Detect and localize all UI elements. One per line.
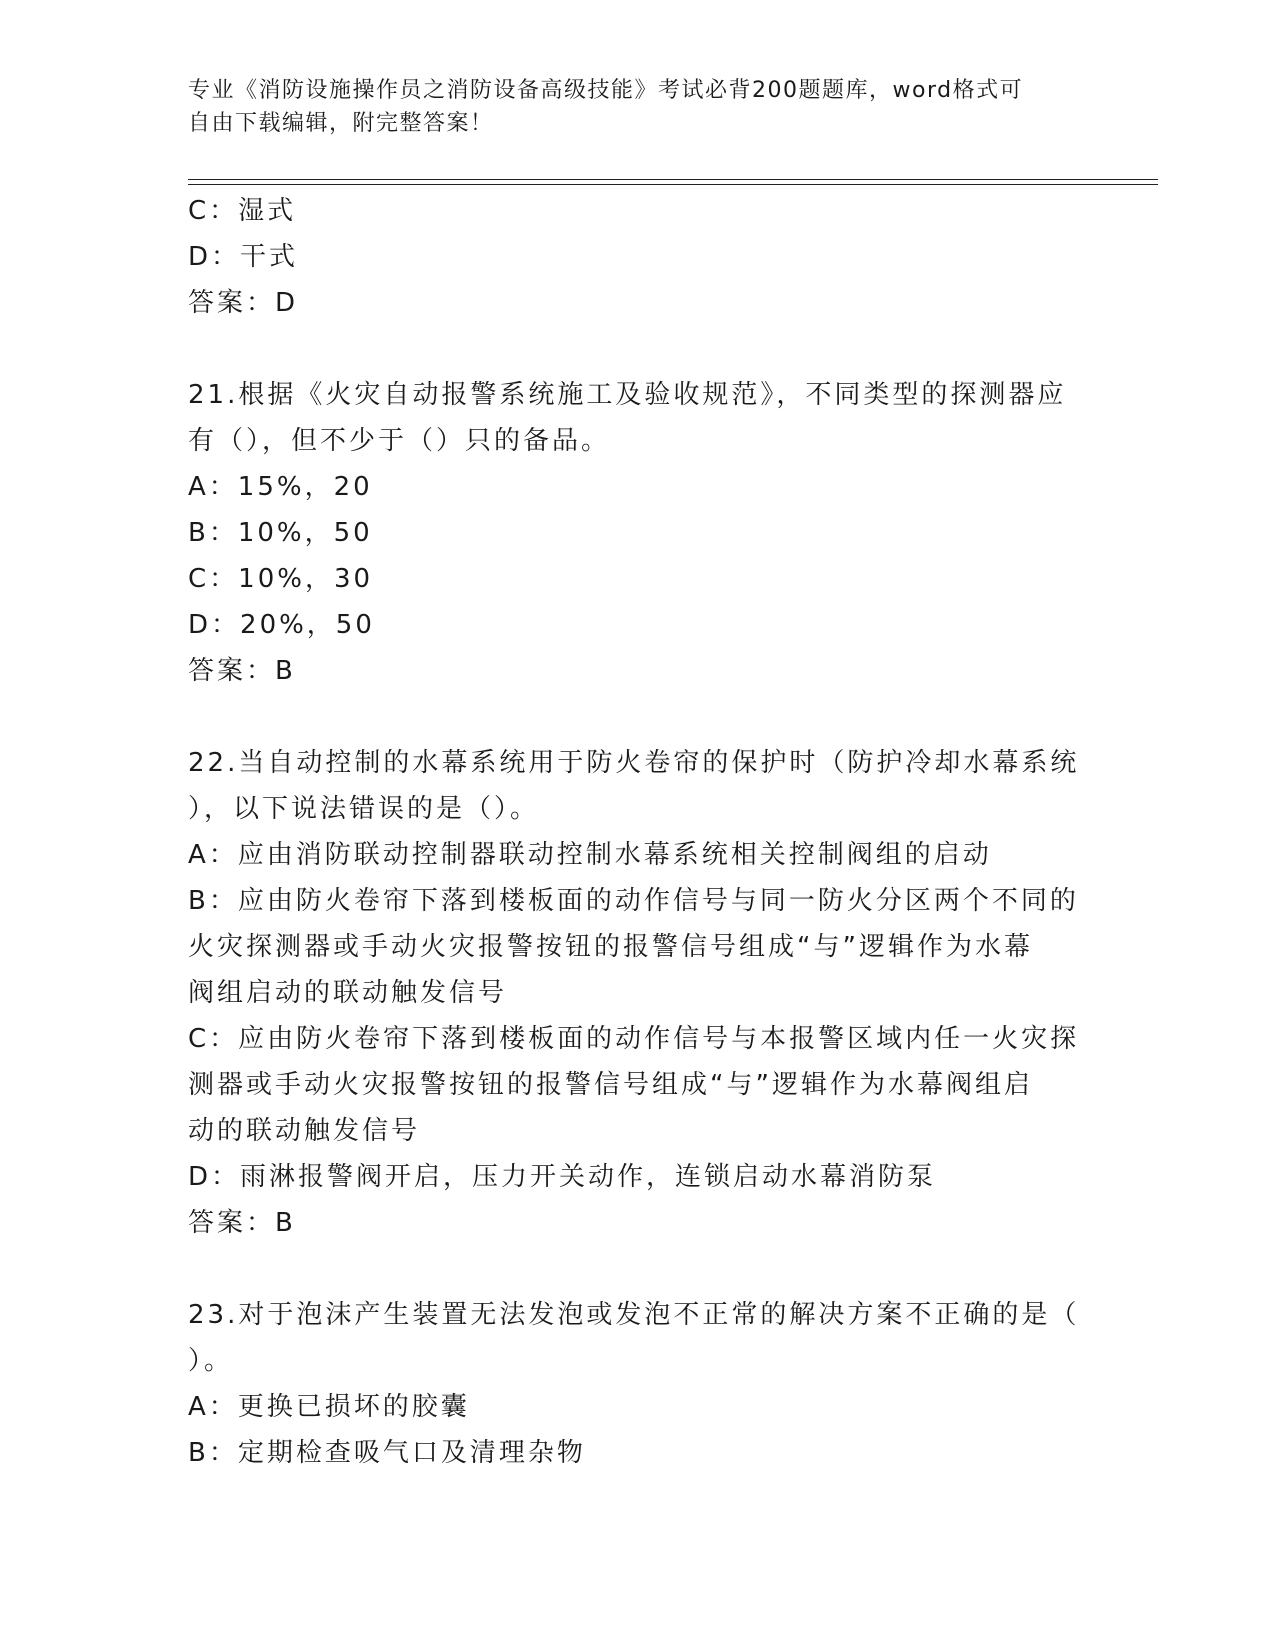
question-stem-line: 23.对于泡沫产生装置无法发泡或发泡不正常的解决方案不正确的是（: [188, 1300, 1080, 1330]
block-spacer: [188, 694, 1088, 740]
header-rule-bottom: [188, 184, 1158, 185]
option-line: B：定期检查吸气口及清理杂物: [188, 1438, 586, 1468]
question-stem-line: ）。: [188, 1346, 234, 1376]
option-line: 阀组启动的联动触发信号: [188, 978, 508, 1008]
question-stem-line: ），以下说法错误的是（）。: [188, 794, 540, 824]
option-line: A：15%，20: [188, 472, 373, 502]
question-stem-line: 22.当自动控制的水幕系统用于防火卷帘的保护时（防护冷却水幕系统: [188, 748, 1080, 778]
option-line: A：应由消防联动控制器联动控制水幕系统相关控制阀组的启动: [188, 840, 992, 870]
answer-line: 答案：B: [188, 656, 296, 686]
option-line: 测器或手动火灾报警按钮的报警信号组成“与”逻辑作为水幕阀组启: [188, 1070, 1033, 1100]
answer-line: 答案：B: [188, 1208, 296, 1238]
option-line: 动的联动触发信号: [188, 1116, 421, 1146]
option-line: D：雨淋报警阀开启，压力开关动作，连锁启动水幕消防泵: [188, 1162, 937, 1192]
question-block: [188, 372, 1088, 694]
question-block: [188, 740, 1088, 1246]
block-spacer: [188, 1246, 1088, 1292]
question-stem-line: 21.根据《火灾自动报警系统施工及验收规范》，不同类型的探测器应: [188, 380, 1067, 410]
option-line: D：干式: [188, 242, 299, 272]
header-rule-top: [188, 179, 1158, 180]
option-line: A：更换已损坏的胶囊: [188, 1392, 470, 1422]
question-stem-line: 有（），但不少于（）只的备品。: [188, 426, 611, 456]
option-line: C：10%，30: [188, 564, 374, 594]
block-spacer: [188, 326, 1088, 372]
option-line: D：20%，50: [188, 610, 375, 640]
question-block: [188, 1292, 1088, 1476]
option-line: 火灾探测器或手动火灾报警按钮的报警信号组成“与”逻辑作为水幕: [188, 932, 1033, 962]
header-title-line-1: 专业《消防设施操作员之消防设备高级技能》考试必背200题题库，word格式可: [188, 78, 1024, 103]
question-block: [188, 188, 1088, 326]
option-line: C：湿式: [188, 196, 297, 226]
option-line: C：应由防火卷帘下落到楼板面的动作信号与本报警区域内任一火灾探: [188, 1024, 1080, 1054]
option-line: B：10%，50: [188, 518, 373, 548]
document-header: [188, 74, 1078, 140]
answer-line: 答案：D: [188, 288, 299, 318]
header-title-line-2: 自由下载编辑，附完整答案！: [188, 111, 494, 136]
option-line: B：应由防火卷帘下落到楼板面的动作信号与同一防火分区两个不同的: [188, 886, 1079, 916]
question-content: [188, 188, 1088, 1476]
